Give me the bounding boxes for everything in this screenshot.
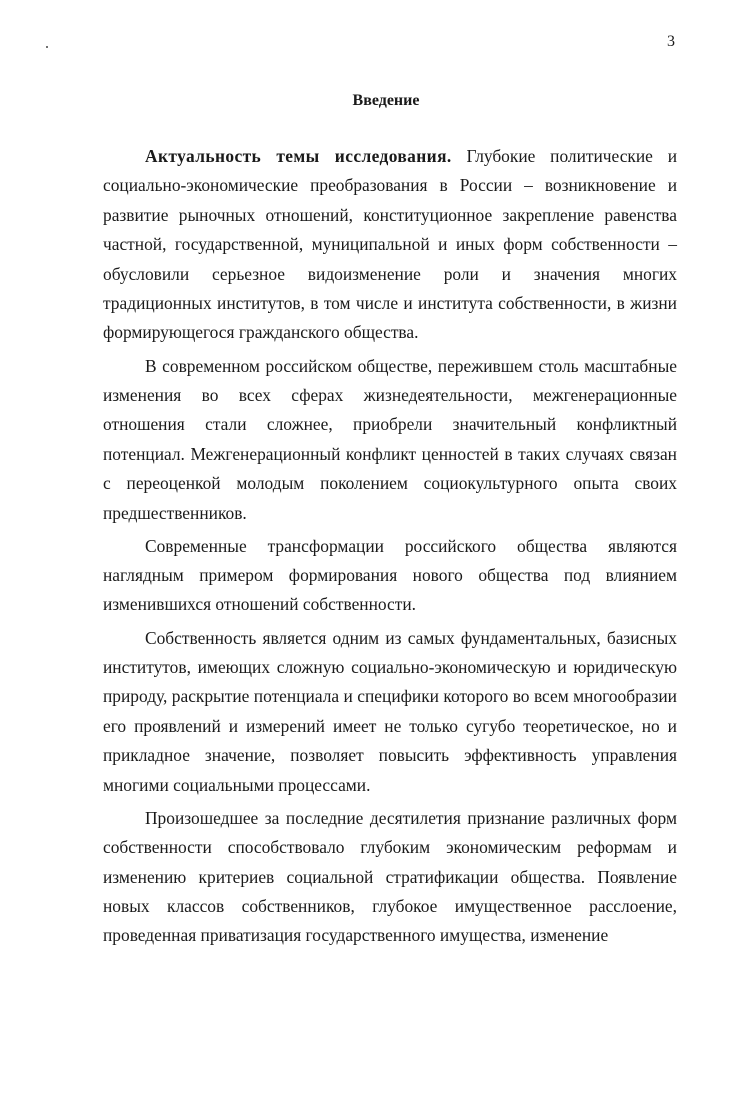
paragraph-text: В современном российском обществе, пережившем столь масштабные изменения во всех сферах жизнедеятельности, межгенерационные отношения стали сложнее, приобрели значительный конфликтный потенциал. Межгенерационный конфликт ценностей в таких случаях связан с переоценкой молодым поколением социокультурного опыта своих предшественников. (103, 355, 677, 523)
paragraph (103, 624, 677, 800)
paragraph (103, 352, 677, 528)
paragraph-lead: Актуальность темы исследования. (145, 146, 452, 166)
document-body (103, 142, 677, 951)
paragraph-relevance (103, 142, 677, 348)
paragraph-text: Современные трансформации российского общества являются наглядным примером формирования нового общества под влиянием изменившихся отношений собственности. (103, 535, 677, 615)
paragraph-text: Собственность является одним из самых фундаментальных, базисных институтов, имеющих сложную социально-экономическую и юридическую природу, раскрытие потенциала и специфики которого во всем многообразии его проявлений и измерений имеет не только сугубо теоретическое, но и прикладное значение, позволяет повысить эффективность управления многими социальными процессами. (103, 627, 677, 795)
paragraph (103, 804, 677, 951)
paragraph-text: Произошедшее за последние десятилетия признание различных форм собственности способствовало глубоким экономическим реформам и изменению критериев социальной стратификации общества. Появление новых классов собственников, глубокое имущественное расслоение, проведенная приватизация государственного имущества, изменение (103, 807, 677, 946)
page-number: 3 (667, 33, 675, 50)
paragraph-text: Глубокие политические и социально-экономические преобразования в России – возникновение и развитие рыночных отношений, конституционное закрепление равенства частной, государственной, муниципальной и иных форм собственности – обусловили серьезное видоизменение роли и значения многих традиционных институтов, в том числе и института собственности, в жизни формирующегося гражданского общества. (103, 146, 678, 343)
paragraph (103, 532, 677, 620)
section-title: Введение (352, 92, 420, 109)
scan-speck (46, 46, 48, 48)
